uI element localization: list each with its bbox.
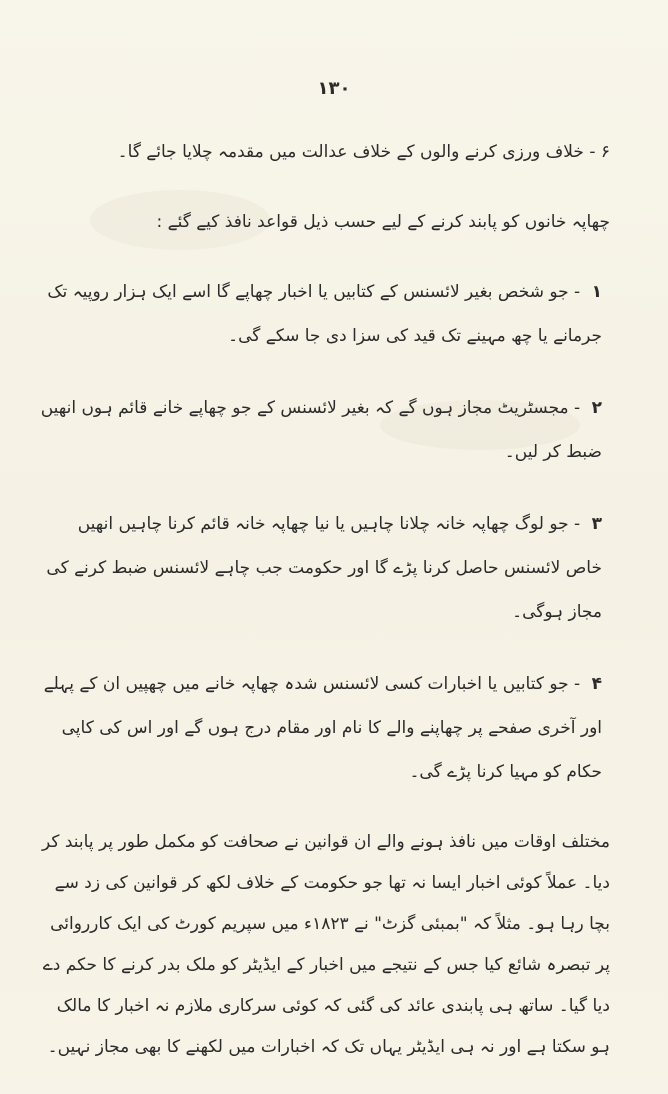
rule-item-2: ۲ - مجسٹریٹ مجاز ہوں گے کہ بغیر لائسنس کے جو چھاپے خانے قائم ہوں انھیں ضبط کر لیں۔ bbox=[40, 398, 602, 462]
intro-paragraph: چھاپہ خانوں کو پابند کرنے کے لیے حسب ذیل قواعد نافذ کیے گئے : bbox=[156, 212, 610, 232]
rule-item-3: ۳ - جو لوگ چھاپہ خانہ چلانا چاہیں یا نیا چھاپہ خانہ قائم کرنا چاہیں انھیں خاص لائسنس حاصل کرنا پڑے گا اور حکومت جب چاہے لائسنس ضبط کرنے کی مجاز ہوگی۔ bbox=[46, 514, 602, 622]
page-body bbox=[40, 130, 610, 1094]
rule-number: ۲ bbox=[591, 398, 602, 418]
closing-paragraph: مختلف اوقات میں نافذ ہونے والے ان قوانین نے صحافت کو مکمل طور پر پابند کر دیا۔ عملاً کوئی اخبار ایسا نہ تھا جو حکومت کے خلاف لکھ کر قوانین کی زد سے بچا رہا ہو۔ مثلاً کہ "بمبئی گزٹ" نے ۱۸۲۳ء میں سپریم کورٹ کی ایک کارروائی پر تبصرہ شائع کیا جس کے نتیجے میں اخبار کے ایڈیٹر کو ملک بدر کرنے کا حکم دے دیا گیا۔ ساتھ ہی پابندی عائد کی گئی کہ کوئی سرکاری ملازم نہ اخبار کا مالک ہو سکتا ہے اور نہ ہی ایڈیٹر یہاں تک کہ اخبارات میں لکھنے کا بھی مجاز نہیں۔ bbox=[42, 832, 610, 1057]
rule-item-1: ۱ - جو شخص بغیر لائسنس کے کتابیں یا اخبار چھاپے گا اسے ایک ہزار روپیہ تک جرمانے یا چھ مہینے تک قید کی سزا دی جا سکے گی۔ bbox=[47, 282, 602, 346]
rule-text: جو شخص بغیر لائسنس کے کتابیں یا اخبار چھاپے گا اسے ایک ہزار روپیہ تک جرمانے یا چھ مہینے تک قید کی سزا دی جا سکے گی۔ bbox=[47, 282, 602, 346]
rule-number: ۱ bbox=[591, 282, 602, 302]
rule-number: ۴ bbox=[591, 674, 602, 694]
paragraph-6: ۶ - خلاف ورزی کرنے والوں کے خلاف عدالت میں مقدمہ چلایا جائے گا۔ bbox=[117, 142, 610, 162]
rule-number: ۳ bbox=[591, 514, 602, 534]
page-number: ۱۳۰ bbox=[317, 78, 351, 99]
rule-item-4: ۴ - جو کتابیں یا اخبارات کسی لائسنس شدہ چھاپہ خانے میں چھپیں ان کے پہلے اور آخری صفحے پر چھاپنے والے کا نام اور مقام درج ہوں گے اور اس کی کاپی حکام کو مہیا کرنا پڑے گی۔ bbox=[43, 674, 602, 782]
rule-text: مجسٹریٹ مجاز ہوں گے کہ بغیر لائسنس کے جو چھاپے خانے قائم ہوں انھیں ضبط کر لیں۔ bbox=[40, 398, 602, 462]
rule-text: جو لوگ چھاپہ خانہ چلانا چاہیں یا نیا چھاپہ خانہ قائم کرنا چاہیں انھیں خاص لائسنس حاصل کرنا پڑے گا اور حکومت جب چاہے لائسنس ضبط کرنے کی مجاز ہوگی۔ bbox=[46, 514, 602, 622]
rule-text: جو کتابیں یا اخبارات کسی لائسنس شدہ چھاپہ خانے میں چھپیں ان کے پہلے اور آخری صفحے پر چھاپنے والے کا نام اور مقام درج ہوں گے اور اس کی کاپی حکام کو مہیا کرنا پڑے گی۔ bbox=[43, 674, 602, 782]
